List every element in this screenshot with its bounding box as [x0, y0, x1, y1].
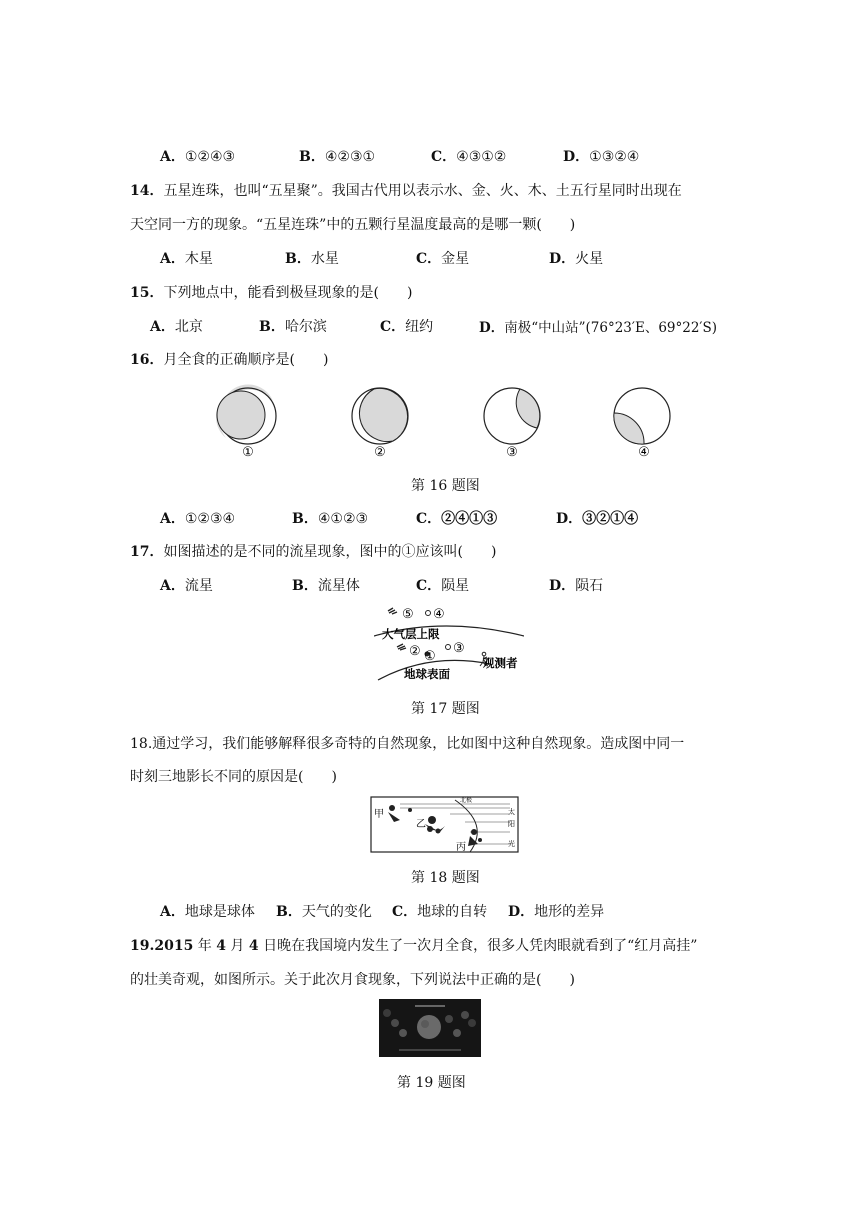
eclipse-label-4: ④	[638, 445, 650, 460]
label-jia: 甲	[374, 809, 384, 820]
q15-option-c: C．纽约	[380, 319, 434, 335]
eclipse-label-2: ②	[374, 445, 386, 460]
eclipse-phase-3	[484, 388, 540, 444]
q18-option-c: C．地球的自转	[392, 904, 488, 920]
q17-stem: 17．如图描述的是不同的流星现象，图中的①应该叫( )	[130, 544, 497, 560]
label-5: ⑤	[402, 607, 414, 622]
q19-stem-line1: 19.2015 年 4 月 4 日晚在我国境内发生了一次月全食，很多人凭肉眼就看到了“红月高挂”	[130, 938, 698, 954]
q18-option-b: B．天气的变化	[276, 904, 372, 920]
q18-caption: 第 18 题图	[411, 870, 480, 886]
q16-figure	[210, 376, 680, 460]
q17-figure	[374, 602, 524, 686]
q16-option-d: D．③②①④	[556, 511, 639, 527]
q17-option-c: C．陨星	[416, 578, 470, 594]
eclipse-label-1: ①	[242, 445, 254, 460]
q13-option-c: C．④③①②	[431, 149, 507, 165]
q15-option-b: B．哈尔滨	[259, 319, 327, 335]
q14-stem-line2: 天空同一方的现象。“五星连珠”中的五颗行星温度最高的是哪一颗( )	[130, 217, 576, 233]
surface-label: 地球表面	[404, 667, 450, 681]
meteor-5-streak	[388, 608, 397, 614]
q15-stem: 15．下列地点中，能看到极昼现象的是( )	[130, 285, 413, 301]
q18-stem-line1: 18.通过学习，我们能够解释很多奇特的自然现象，比如图中这种自然现象。造成图中同一	[130, 736, 685, 752]
eclipse-phase-2	[352, 388, 408, 444]
q17-option-a: A．流星	[160, 578, 213, 594]
q15-option-a: A．北京	[150, 319, 203, 335]
eclipse-phase-4	[614, 388, 670, 444]
q13-option-d: D．①③②④	[563, 149, 640, 165]
q14-option-d: D．火星	[549, 251, 604, 267]
label-3: ③	[453, 641, 465, 656]
q14-option-b: B．水星	[285, 251, 339, 267]
q16-stem: 16．月全食的正确顺序是( )	[130, 352, 329, 368]
label-yi: 乙	[416, 819, 426, 830]
full-moon	[417, 1015, 441, 1039]
meteor-2-streak	[397, 644, 406, 650]
eclipse-label-3: ③	[506, 445, 518, 460]
eclipse-phase-1	[216, 384, 276, 444]
q16-caption: 第 16 题图	[411, 478, 480, 494]
q19-stem-line2: 的壮美奇观，如图所示。关于此次月食现象，下列说法中正确的是( )	[130, 972, 575, 988]
meteor-3-dot	[446, 645, 451, 650]
meteor-4-dot	[426, 611, 431, 616]
label-1: ①	[424, 649, 436, 664]
q14-stem-line1: 14．五星连珠，也叫“五星聚”。我国古代用以表示水、金、火、木、土五行星同时出现在	[130, 183, 682, 199]
label-light: 光	[508, 840, 515, 848]
q17-option-b: B．流星体	[292, 578, 360, 594]
q18-option-d: D．地形的差异	[508, 904, 605, 920]
q18-figure	[370, 796, 520, 854]
label-sun: 太	[508, 808, 515, 816]
q17-caption: 第 17 题图	[411, 701, 480, 717]
q14-option-a: A．木星	[160, 251, 213, 267]
q18-stem-line2: 时刻三地影长不同的原因是( )	[130, 769, 337, 785]
q17-option-d: D．陨石	[549, 578, 604, 594]
q18-option-a: A．地球是球体	[160, 904, 255, 920]
label-2: ②	[409, 644, 421, 659]
observer-label: 观测者	[483, 656, 518, 670]
atmosphere-label: 大气层上限	[382, 627, 440, 641]
q13-option-a: A．①②④③	[160, 149, 236, 165]
q14-option-c: C．金星	[416, 251, 470, 267]
q19-caption: 第 19 题图	[397, 1075, 466, 1091]
q16-option-b: B．④①②③	[292, 511, 369, 527]
label-4: ④	[433, 607, 445, 622]
q19-figure	[379, 999, 481, 1057]
q16-option-c: C．②④①③	[416, 511, 498, 527]
q16-option-a: A．①②③④	[160, 511, 236, 527]
label-yang: 阳	[508, 820, 515, 828]
q13-option-b: B．④②③①	[299, 149, 376, 165]
label-bing: 丙	[456, 842, 466, 853]
q15-option-d: D．南极“中山站”(76°23′E、69°22′S)	[479, 320, 718, 336]
label-north: 北极	[460, 797, 473, 804]
